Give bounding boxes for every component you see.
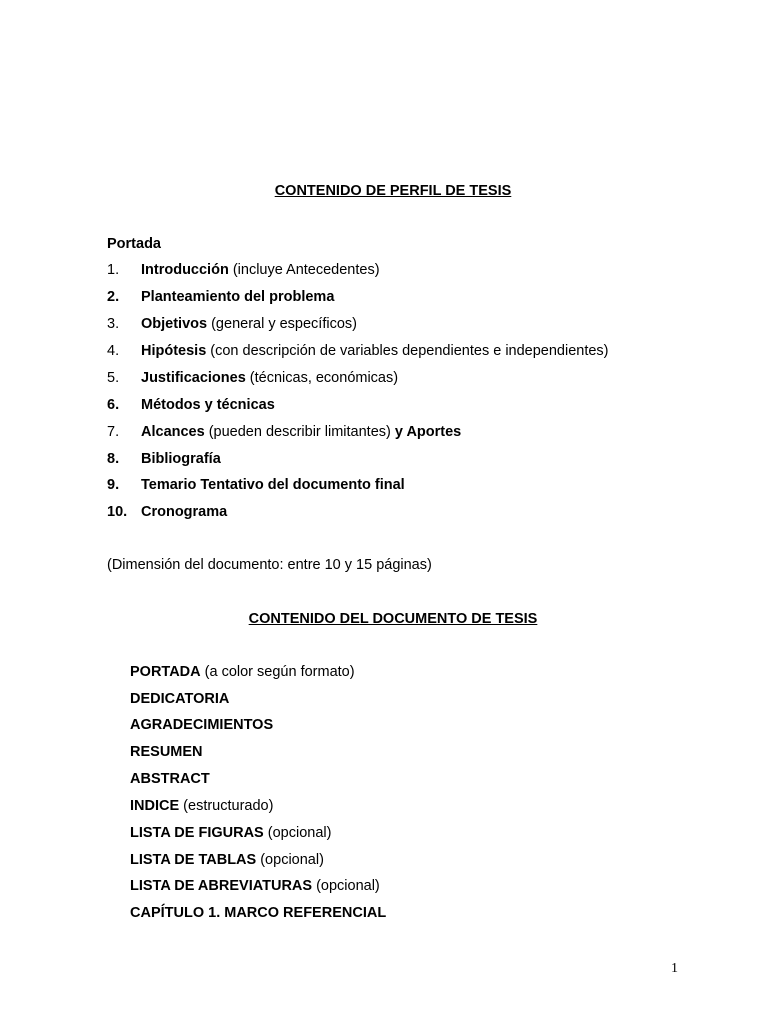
profile-item-10: 10. Cronograma — [107, 504, 228, 520]
thesis-item-portada: PORTADA (a color según formato) — [130, 664, 355, 680]
thesis-title: CONTENIDO DEL DOCUMENTO DE TESIS — [248, 611, 538, 627]
profile-title: CONTENIDO DE PERFIL DE TESIS — [274, 183, 512, 199]
thesis-item-lista-abreviaturas: LISTA DE ABREVIATURAS (opcional) — [130, 878, 380, 894]
thesis-item-agradecimientos: AGRADECIMIENTOS — [130, 717, 274, 733]
dimension-note: (Dimensión del documento: entre 10 y 15 páginas) — [107, 557, 432, 573]
profile-item-2: 2. Planteamiento del problema — [107, 289, 335, 305]
profile-item-6: 6. Métodos y técnicas — [107, 397, 275, 413]
thesis-item-dedicatoria: DEDICATORIA — [130, 691, 230, 707]
profile-item-7: 7. Alcances (pueden describir limitantes) y Aportes — [107, 424, 462, 440]
profile-item-1: 1. Introducción (incluye Antecedentes) — [107, 262, 380, 278]
thesis-item-lista-tablas: LISTA DE TABLAS (opcional) — [130, 852, 324, 868]
thesis-item-abstract: ABSTRACT — [130, 771, 210, 787]
thesis-item-resumen: RESUMEN — [130, 744, 203, 760]
profile-item-5: 5. Justificaciones (técnicas, económicas) — [107, 370, 399, 386]
profile-item-4: 4. Hipótesis (con descripción de variables dependientes e independientes) — [107, 343, 609, 359]
profile-item-3: 3. Objetivos (general y específicos) — [107, 316, 357, 332]
page-number: 1 — [671, 961, 678, 976]
profile-item-9: 9. Temario Tentativo del documento final — [107, 477, 405, 493]
thesis-item-capitulo-1: CAPÍTULO 1. MARCO REFERENCIAL — [130, 905, 387, 921]
profile-item-8: 8. Bibliografía — [107, 451, 221, 467]
thesis-item-indice: INDICE (estructurado) — [130, 798, 274, 814]
thesis-item-lista-figuras: LISTA DE FIGURAS (opcional) — [130, 825, 332, 841]
cover-label: Portada — [107, 236, 161, 252]
